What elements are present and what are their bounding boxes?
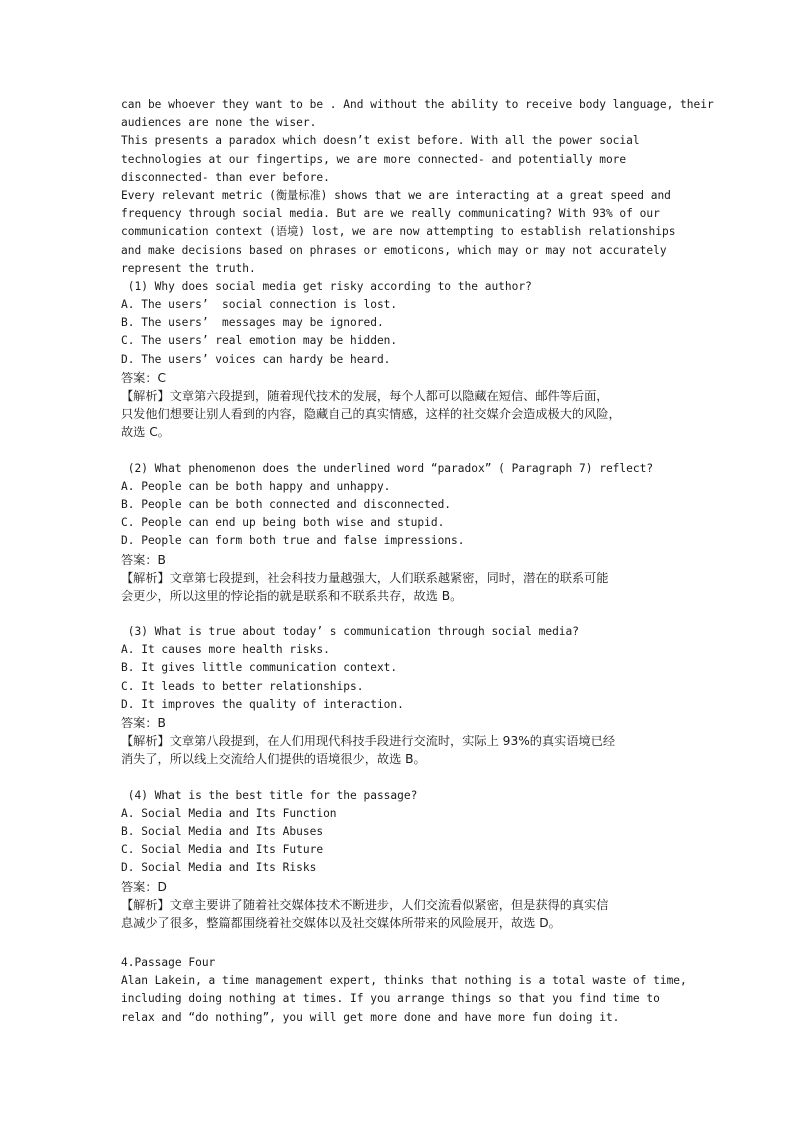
text-line: can be whoever they want to be . And without the ability to receive body language, their: [121, 98, 714, 111]
text-line: This presents a paradox which doesn’t exist before. With all the power social: [121, 134, 640, 148]
text-line: relax and “do nothing”, you will get more done and have more fun doing it.: [121, 1010, 620, 1024]
spacer: [121, 442, 686, 460]
text-line: audiences are none the wiser.: [121, 116, 317, 130]
analysis-line: 【解析】文章第八段提到，在人们用现代科技手段进行交流时，实际上 93%的真实语境已经: [121, 734, 616, 749]
analysis-line: 【解析】文章第六段提到，随着现代技术的发展，每个人都可以隐藏在短信、邮件等后面，: [121, 389, 609, 403]
analysis-line: 故选 C。: [121, 425, 170, 440]
text-line: disconnected- than ever before.: [121, 170, 330, 184]
text-line: Alan Lakein, a time management expert, thinks that nothing is a total waste of time,: [121, 974, 687, 988]
intro-passage: [121, 96, 714, 278]
option-b: B. It gives little communication context.: [121, 661, 398, 675]
analysis-line: 消失了，所以线上交流给人们提供的语境很少，故选 B。: [121, 752, 426, 767]
analysis-line: 【解析】文章主要讲了随着社交媒体技术不断进步，人们交流看似紧密，但是获得的真实信: [121, 897, 609, 912]
passage-four: [121, 954, 686, 1027]
option-a: A. People can be both happy and unhappy.: [121, 479, 391, 493]
text-line: represent the truth.: [121, 261, 256, 275]
question-4: [121, 787, 686, 933]
answer-line: 答案：B: [121, 716, 166, 730]
question-3: [121, 623, 686, 769]
question-text: (2) What phenomenon does the underlined word “paradox” ( Paragraph 7) reflect?: [121, 461, 654, 475]
question-text: (3) What is true about today’ s communication through social media?: [121, 625, 580, 639]
text-line: technologies at our fingertips, we are more connected- and potentially more: [121, 152, 627, 166]
analysis-line: 只发他们想要让别人看到的内容，隐藏自己的真实情感，这样的社交媒介会造成极大的风险，: [121, 407, 621, 422]
text-line: and make decisions based on phrases or emoticons, which may or may not accurately: [121, 243, 667, 257]
option-b: B. The users’ messages may be ignored.: [121, 316, 384, 330]
option-d: D. The users’ voices can hardy be heard.: [121, 352, 391, 366]
option-b: B. Social Media and Its Abuses: [121, 824, 324, 838]
text-line: communication context (语境) lost, we are now attempting to establish relationships: [121, 225, 676, 239]
answer-line: 答案：C: [121, 370, 167, 385]
option-a: A. It causes more health risks.: [121, 643, 330, 657]
passage-heading: 4.Passage Four: [121, 956, 216, 970]
option-d: D. It improves the quality of interaction.: [121, 697, 404, 711]
text-line: including doing nothing at times. If you arrange things so that you find time to: [121, 992, 660, 1006]
option-a: A. Social Media and Its Function: [121, 806, 337, 820]
question-1: [121, 278, 686, 442]
analysis-line: 【解析】文章第七段提到，社会科技力量越强大，人们联系越紧密，同时，潜在的联系可能: [121, 570, 609, 585]
spacer: [121, 769, 686, 787]
option-b: B. People can be both connected and disconnected.: [121, 497, 452, 511]
option-c: C. Social Media and Its Future: [121, 843, 324, 857]
text-line: frequency through social media. But are we really communicating? With 93% of our: [121, 207, 660, 221]
option-c: C. The users’ real emotion may be hidden.: [121, 334, 398, 348]
option-c: C. People can end up being both wise and stupid.: [121, 516, 445, 530]
question-text: (1) Why does social media get risky according to the author?: [121, 279, 532, 293]
question-2: [121, 460, 686, 606]
answer-line: 答案：B: [121, 552, 166, 567]
option-c: C. It leads to better relationships.: [121, 679, 364, 693]
option-a: A. The users’ social connection is lost.: [121, 298, 398, 312]
text-line: Every relevant metric (衡量标准) shows that we are interacting at a great speed and: [121, 188, 671, 202]
option-d: D. People can form both true and false impressions.: [121, 534, 465, 548]
analysis-line: 会更少，所以这里的悖论指的就是联系和不联系共存，故选 B。: [121, 588, 463, 603]
document-page: [121, 96, 714, 1027]
option-d: D. Social Media and Its Risks: [121, 861, 317, 875]
analysis-line: 息减少了很多，整篇都围绕着社交媒体以及社交媒体所带来的风险展开，故选 D。: [121, 915, 561, 930]
spacer: [121, 932, 686, 954]
answer-line: 答案：D: [121, 879, 167, 894]
question-text: (4) What is the best title for the passage?: [121, 788, 418, 802]
spacer: [121, 605, 686, 623]
